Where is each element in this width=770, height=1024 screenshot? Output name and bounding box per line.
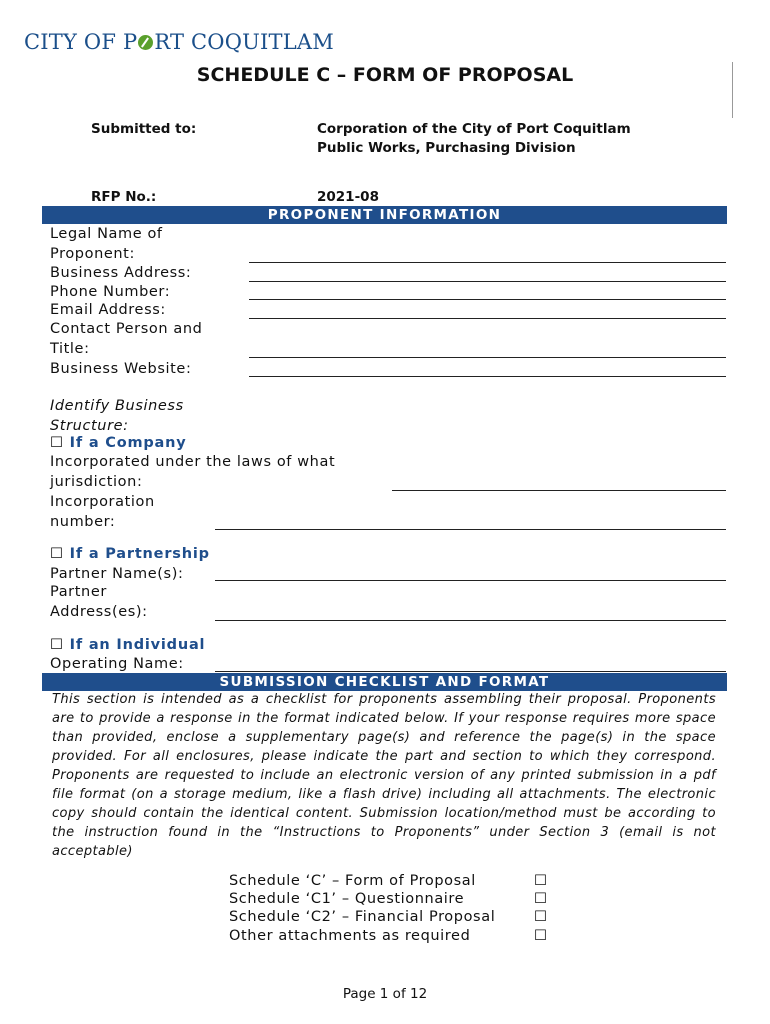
partner-address-label — [50, 583, 148, 622]
company-checkbox[interactable]: ☐ — [50, 435, 64, 451]
partner-names-field[interactable] — [215, 580, 726, 581]
operating-name-label: Operating Name: — [50, 656, 184, 672]
partner-address-line2: Address(es): — [50, 603, 148, 620]
partner-address-field[interactable] — [215, 620, 726, 621]
website-label: Business Website: — [50, 361, 192, 377]
checklist-item-checkbox[interactable]: ☐ — [534, 891, 548, 907]
checklist-item-label: Other attachments as required — [229, 928, 471, 944]
incorporated-line1: Incorporated under the laws of what — [50, 454, 336, 470]
business-address-field[interactable] — [249, 281, 726, 282]
website-field[interactable] — [249, 376, 726, 377]
incorporation-number-field[interactable] — [215, 529, 726, 530]
checklist-item-checkbox[interactable]: ☐ — [534, 909, 548, 925]
incorporated-line2: jurisdiction: — [50, 473, 143, 490]
checklist-item[interactable] — [229, 873, 549, 892]
individual-option[interactable] — [50, 637, 205, 653]
checklist-item[interactable] — [229, 928, 549, 947]
partnership-option[interactable] — [50, 546, 210, 562]
checklist-item[interactable] — [229, 891, 549, 910]
legal-name-line1: Legal Name of — [50, 226, 163, 242]
rfp-label: RFP No.: — [91, 189, 157, 205]
partner-names-label: Partner Name(s): — [50, 566, 184, 582]
checklist-item-label: Schedule ‘C2’ – Financial Proposal — [229, 909, 496, 925]
operating-name-field[interactable] — [215, 671, 726, 672]
individual-option-label: If an Individual — [69, 637, 206, 653]
city-logo — [24, 30, 334, 54]
logo-text-1: CITY OF P — [24, 30, 138, 54]
legal-name-label — [50, 225, 163, 264]
company-option[interactable] — [50, 435, 187, 451]
checklist-item[interactable] — [229, 909, 549, 928]
checklist-item-label: Schedule ‘C1’ – Questionnaire — [229, 891, 465, 907]
incorporation-number-line2: number: — [50, 513, 116, 530]
jurisdiction-field[interactable] — [392, 490, 726, 491]
contact-field[interactable] — [249, 357, 726, 358]
proponent-info-heading: PROPONENT INFORMATION — [42, 206, 727, 224]
submitted-to-line2: Public Works, Purchasing Division — [317, 140, 576, 156]
phone-field[interactable] — [249, 299, 726, 300]
page-title: SCHEDULE C – FORM OF PROPOSAL — [196, 64, 574, 86]
phone-label: Phone Number: — [50, 284, 171, 300]
email-field[interactable] — [249, 318, 726, 319]
email-label: Email Address: — [50, 302, 166, 318]
checklist-heading: SUBMISSION CHECKLIST AND FORMAT — [42, 673, 727, 691]
page-number: Page 1 of 12 — [342, 986, 428, 1002]
submitted-to-label: Submitted to: — [91, 121, 197, 137]
partnership-option-label: If a Partnership — [69, 546, 210, 562]
partner-address-line1: Partner — [50, 584, 107, 600]
checklist-item-label: Schedule ‘C’ – Form of Proposal — [229, 873, 476, 889]
legal-name-field[interactable] — [249, 262, 726, 263]
company-option-label: If a Company — [69, 435, 187, 451]
rfp-value: 2021-08 — [317, 189, 379, 205]
contact-label — [50, 320, 202, 359]
individual-checkbox[interactable]: ☐ — [50, 637, 64, 653]
checklist-item-checkbox[interactable]: ☐ — [534, 873, 548, 889]
incorporated-label — [50, 453, 335, 492]
checklist-instructions: This section is intended as a checklist for proponents assembling their proposal. Proponents are to provide a response in the format indicated below. If your response requires more space than provided, enclose a supplementary page(s) and reference the page(s) in the space provided. For all enclosures, please indicate the part and section to which they correspond. Proponents are requested to include an electronic version of any printed submission in a pdf file format (on a storage medium, like a flash drive) including all attachments. The electronic copy should contain the identical content. Submission location/method must be according to the instruction found in the “Instructions to Proponents” under Section 3 (email is not acceptable) — [52, 692, 716, 859]
leaf-icon — [138, 35, 153, 50]
partnership-checkbox[interactable]: ☐ — [50, 546, 64, 562]
business-address-label: Business Address: — [50, 265, 192, 281]
incorporation-number-label — [50, 493, 155, 532]
legal-name-line2: Proponent: — [50, 245, 135, 262]
contact-line1: Contact Person and — [50, 321, 203, 337]
identify-line2: Structure: — [50, 417, 129, 434]
incorporation-number-line1: Incorporation — [50, 494, 155, 510]
checklist-item-checkbox[interactable]: ☐ — [534, 928, 548, 944]
identify-line1: Identify Business — [50, 398, 184, 414]
logo-text-2: RT COQUITLAM — [154, 30, 334, 54]
submitted-to-line1: Corporation of the City of Port Coquitlam — [317, 121, 631, 137]
identify-structure-label — [50, 397, 184, 436]
contact-line2: Title: — [50, 340, 90, 357]
